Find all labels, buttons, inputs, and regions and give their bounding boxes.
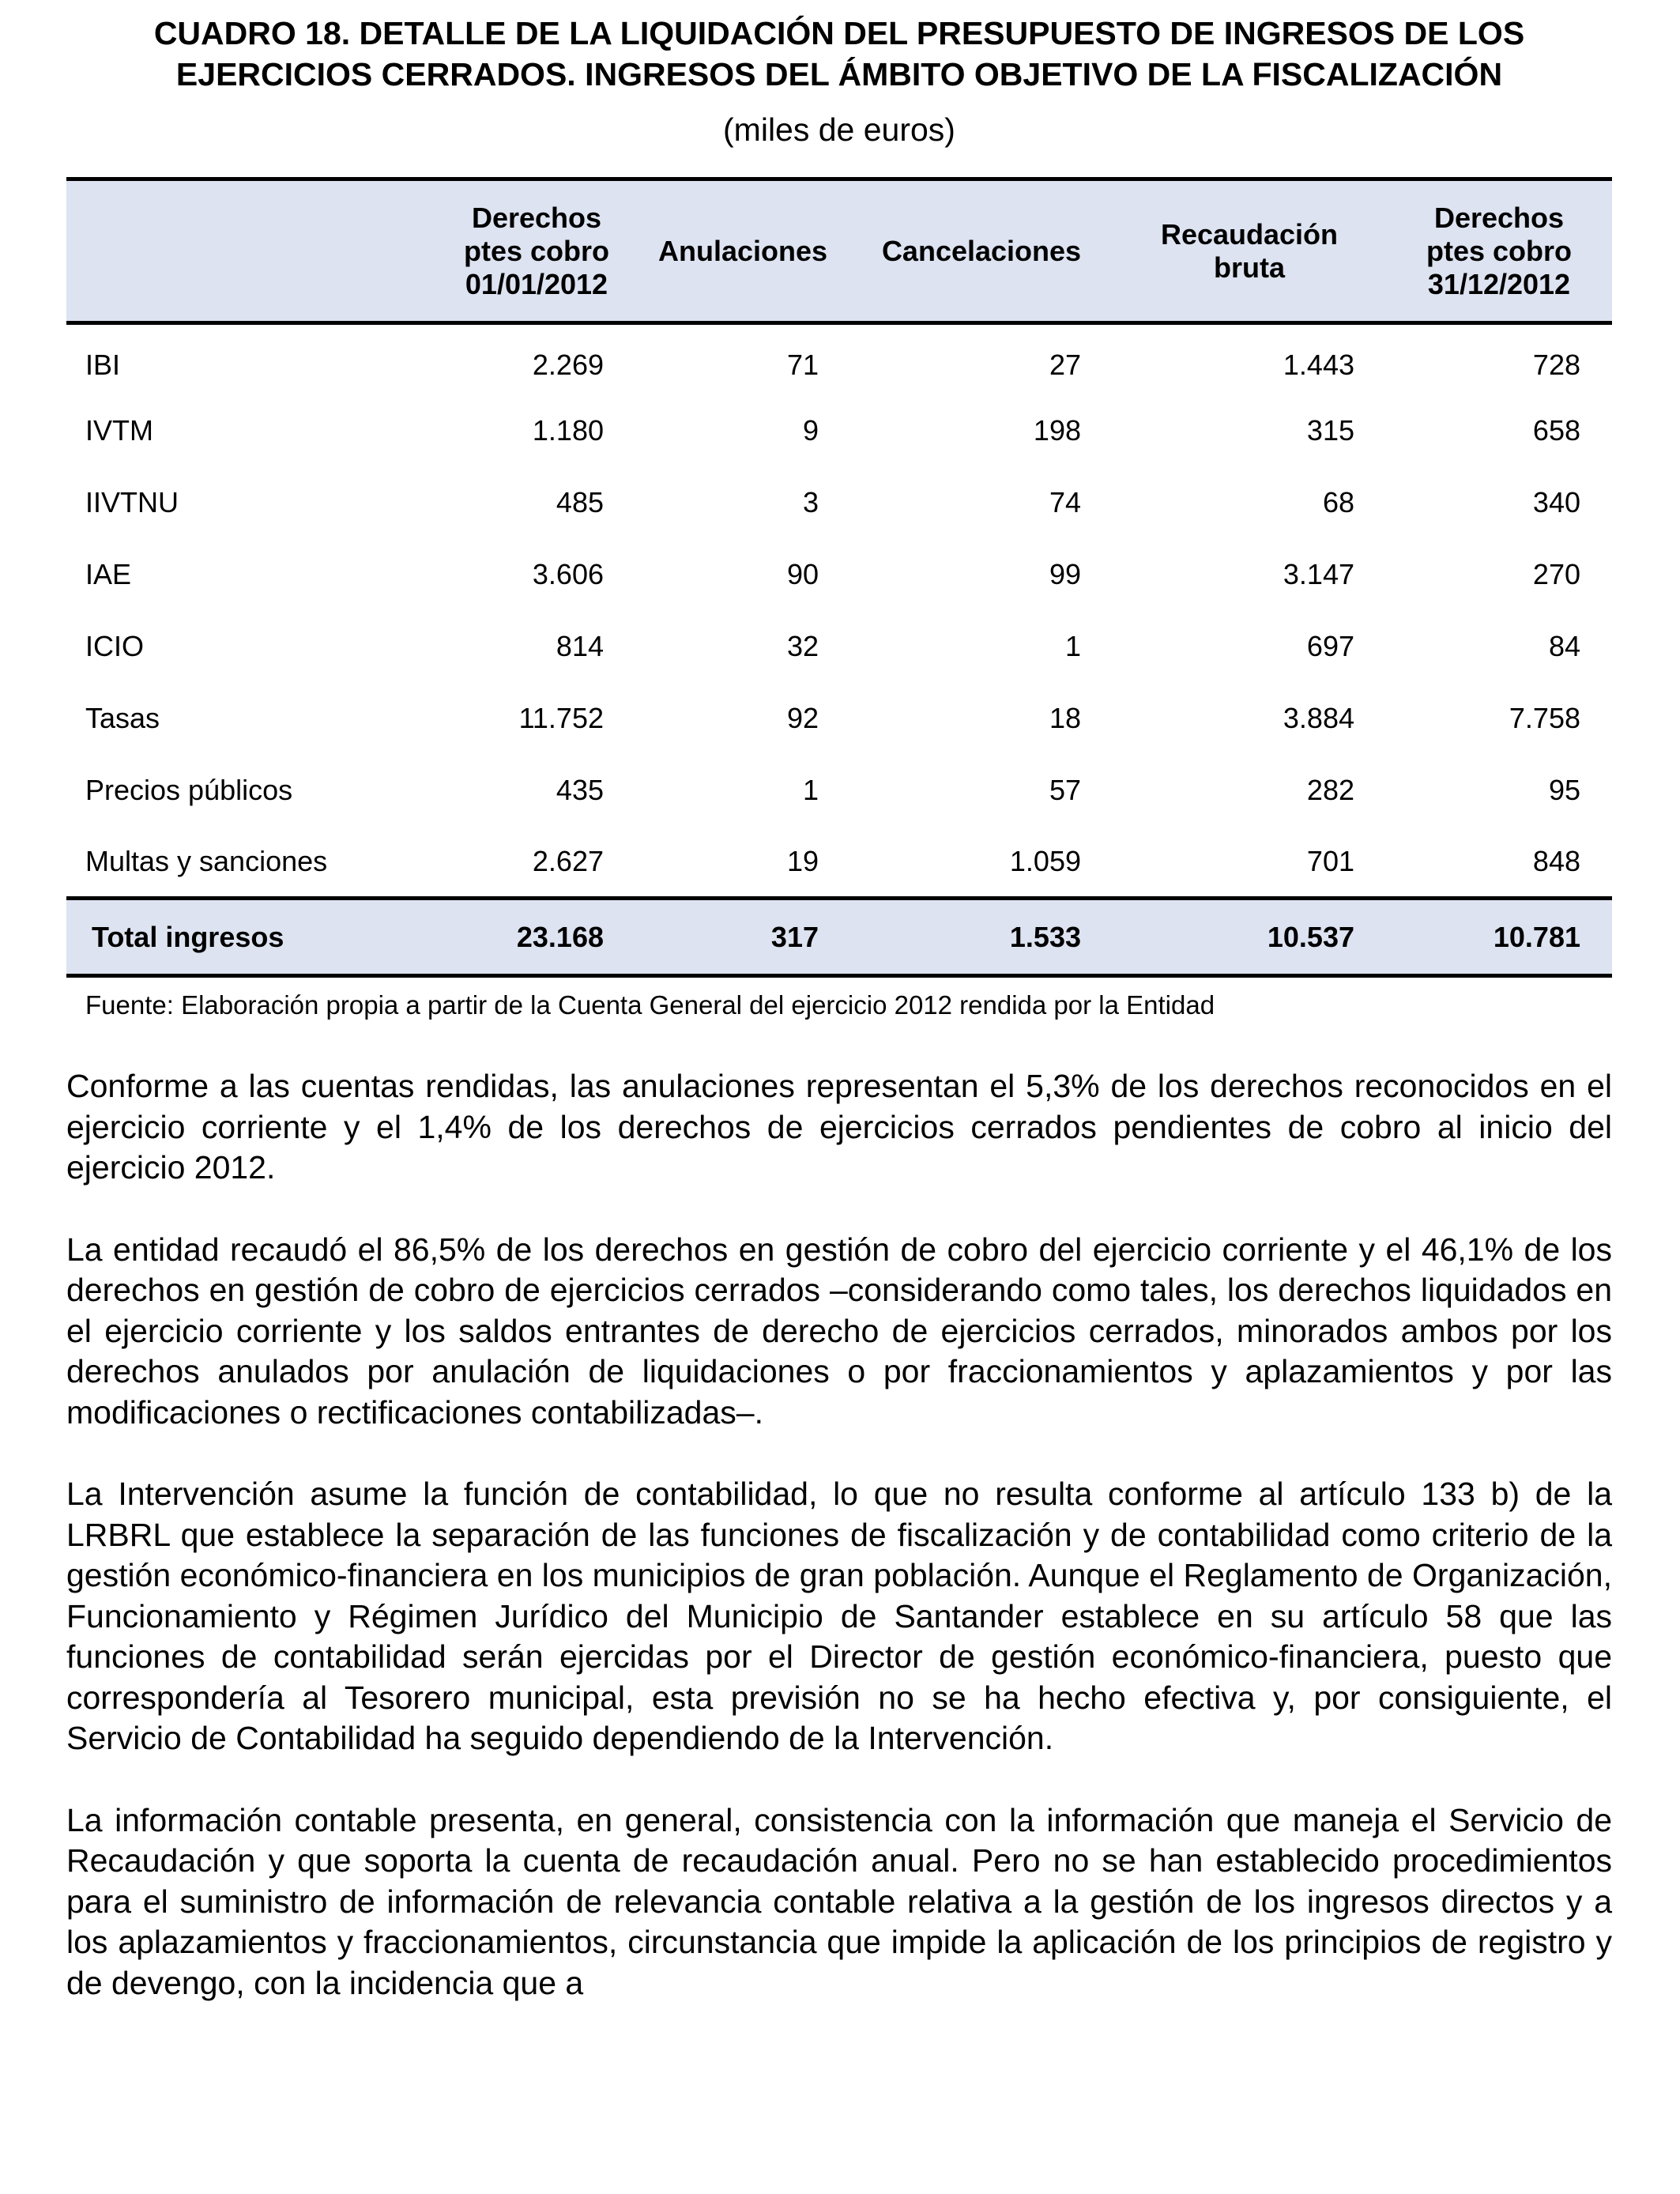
cell-value: 1.059 bbox=[1009, 844, 1081, 877]
table-row bbox=[66, 683, 1612, 755]
cell-value: 270 bbox=[1532, 558, 1580, 590]
cell-value: 57 bbox=[1049, 774, 1081, 806]
header-cancelaciones: Cancelaciones bbox=[850, 179, 1113, 323]
cell-value: 3.147 bbox=[1283, 558, 1354, 590]
row-label: ICIO bbox=[85, 630, 145, 662]
total-value: 10.537 bbox=[1113, 899, 1386, 976]
cell-value: 18 bbox=[1049, 702, 1081, 734]
cell-value: 1 bbox=[802, 774, 819, 806]
cell-value: 68 bbox=[1322, 486, 1354, 518]
cell-value: 198 bbox=[1033, 414, 1081, 447]
cell-value: 19 bbox=[786, 844, 819, 877]
cell-value: 2.269 bbox=[532, 349, 604, 382]
table-title bbox=[66, 13, 1612, 95]
cell-value: 11.752 bbox=[518, 702, 604, 734]
cell-value: 701 bbox=[1306, 844, 1354, 877]
cell-value: 1 bbox=[1064, 630, 1081, 662]
cell-value: 435 bbox=[556, 774, 604, 806]
paragraph-4: La información contable presenta, en general, consistencia con la información que maneja el Servicio de Recaudación y que soporta la cuenta de recaudación anual. Pero no se han establecido procedimientos para el suministro de información de relevancia contable relativa a la gestión de los ingresos directos y a los aplazamientos y fraccionamientos, circunstancia que impide la aplicación de los principios de registro y de devengo, con la incidencia que a bbox=[66, 1801, 1612, 2001]
cell-value: 2.627 bbox=[532, 844, 604, 877]
table-source-note: Fuente: Elaboración propia a partir de la Cuenta General del ejercicio 2012 rendida por la Entidad bbox=[85, 990, 1215, 1020]
table-row bbox=[66, 539, 1612, 611]
cell-value: 485 bbox=[556, 486, 604, 518]
cell-value: 9 bbox=[802, 414, 819, 447]
table-title-line-1: CUADRO 18. DETALLE DE LA LIQUIDACIÓN DEL PRESUPUESTO DE INGRESOS DE LOS bbox=[153, 15, 1525, 51]
cell-value: 3 bbox=[802, 486, 819, 518]
cell-value: 1.443 bbox=[1283, 349, 1354, 382]
row-label: IAE bbox=[85, 558, 132, 590]
cell-value: 848 bbox=[1532, 844, 1580, 877]
cell-value: 7.758 bbox=[1509, 702, 1580, 734]
table-row bbox=[66, 323, 1612, 395]
cell-value: 27 bbox=[1049, 349, 1081, 382]
cell-value: 1.180 bbox=[532, 414, 604, 447]
cell-value: 84 bbox=[1548, 630, 1580, 662]
total-value: 23.168 bbox=[438, 899, 635, 976]
paragraph-1: Conforme a las cuentas rendidas, las anulaciones representan el 5,3% de los derechos reconocidos en el ejercicio corriente y el 1,4% de los derechos de ejercicios cerrados pendientes de cobro al inicio del ejercicio 2012. bbox=[66, 1068, 1612, 1186]
document-page bbox=[66, 0, 1612, 2004]
table-row bbox=[66, 395, 1612, 467]
row-label: Multas y sanciones bbox=[85, 844, 328, 877]
total-value: 10.781 bbox=[1386, 899, 1612, 976]
paragraph-3: La Intervención asume la función de contabilidad, lo que no resulta conforme al artículo 133 b) de la LRBRL que establece la separación de las funciones de fiscalización y de contabilidad como criterio de la gestión económico-financiera en los municipios de gran población. Aunque el Reglamento de Organización, Funcionamiento y Régimen Jurídico del Municipio de Santander establece en su artículo 58 que las funciones de contabilidad serán ejercidas por el Director de gestión económico-financiera, puesto que correspondería al Tesorero municipal, esta previsión no se ha hecho efectiva y, por consiguiente, el Servicio de Contabilidad ha seguido dependiendo de la Intervención. bbox=[66, 1476, 1612, 1756]
header-derechos-inicio: Derechos ptes cobro 01/01/2012 bbox=[438, 179, 635, 323]
header-anulaciones: Anulaciones bbox=[635, 179, 850, 323]
row-label: IBI bbox=[85, 349, 121, 382]
cell-value: 340 bbox=[1532, 486, 1580, 518]
cell-value: 90 bbox=[786, 558, 819, 590]
cell-value: 814 bbox=[556, 630, 604, 662]
header-recaudacion-bruta: Recaudación bruta bbox=[1113, 179, 1386, 323]
row-label: IIVTNU bbox=[85, 486, 179, 518]
income-table bbox=[66, 177, 1612, 978]
cell-value: 92 bbox=[786, 702, 819, 734]
cell-value: 728 bbox=[1532, 349, 1580, 382]
table-row bbox=[66, 755, 1612, 827]
table-row bbox=[66, 467, 1612, 539]
table-body bbox=[66, 323, 1612, 899]
total-value: 1.533 bbox=[850, 899, 1113, 976]
table-row bbox=[66, 611, 1612, 683]
table-units: (miles de euros) bbox=[723, 111, 955, 148]
header-derechos-final: Derechos ptes cobro 31/12/2012 bbox=[1386, 179, 1612, 323]
cell-value: 32 bbox=[786, 630, 819, 662]
cell-value: 95 bbox=[1548, 774, 1580, 806]
cell-value: 74 bbox=[1049, 486, 1081, 518]
cell-value: 99 bbox=[1049, 558, 1081, 590]
header-empty bbox=[66, 179, 438, 323]
table-title-line-2: EJERCICIOS CERRADOS. INGRESOS DEL ÁMBITO OBJETIVO DE LA FISCALIZACIÓN bbox=[175, 56, 1503, 92]
table-row bbox=[66, 827, 1612, 899]
table-header-row bbox=[66, 179, 1612, 323]
cell-value: 3.606 bbox=[532, 558, 604, 590]
cell-value: 3.884 bbox=[1283, 702, 1354, 734]
cell-value: 658 bbox=[1532, 414, 1580, 447]
row-label: IVTM bbox=[85, 414, 153, 447]
cell-value: 697 bbox=[1306, 630, 1354, 662]
paragraph-2: La entidad recaudó el 86,5% de los derechos en gestión de cobro del ejercicio corriente y el 46,1% de los derechos en gestión de cobro de ejercicios cerrados –considerando como tales, los derechos liquidados en el ejercicio corriente y los saldos entrantes de derecho de ejercicios cerrados, minorados ambos por los derechos anulados por anulación de liquidaciones o por fraccionamientos y aplazamientos y por las modificaciones o rectificaciones contabilizadas–. bbox=[66, 1231, 1612, 1431]
cell-value: 282 bbox=[1306, 774, 1354, 806]
total-row bbox=[66, 899, 1612, 976]
cell-value: 71 bbox=[786, 349, 819, 382]
row-label: Tasas bbox=[85, 702, 160, 734]
total-value: 317 bbox=[635, 899, 850, 976]
total-label: Total ingresos bbox=[66, 899, 438, 976]
cell-value: 315 bbox=[1306, 414, 1354, 447]
row-label: Precios públicos bbox=[85, 774, 293, 806]
